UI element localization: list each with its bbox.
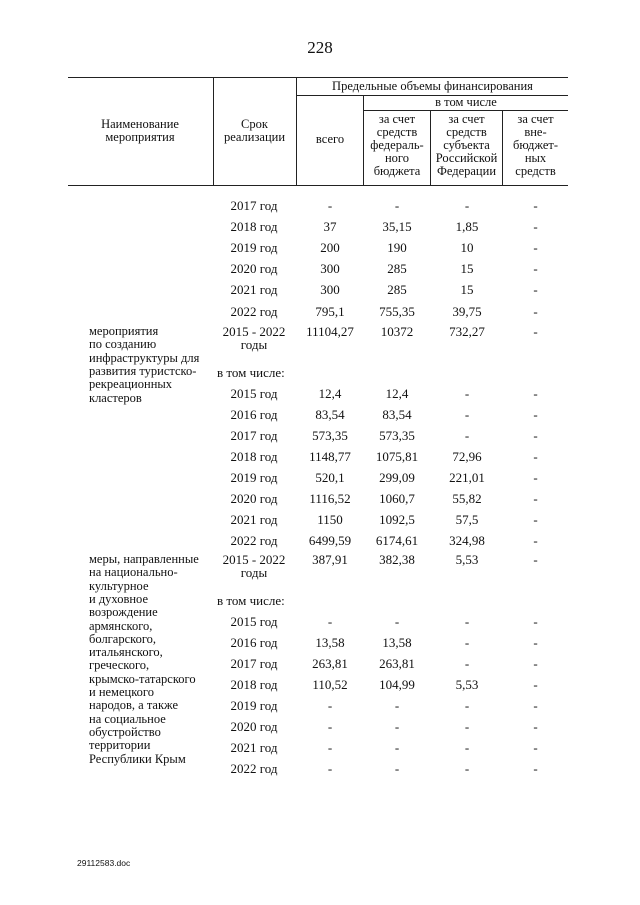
measure-name-line: армянского, [89,618,153,633]
cell-fed: 12,4 [385,386,409,401]
cell-extra: - [533,740,538,755]
cell-total: 83,54 [315,407,345,422]
cell-extra: - [533,761,538,776]
cell-fed: 10372 [380,324,414,339]
cell-year: 2019 год [230,698,278,713]
cell-year: 2015 год [230,386,278,401]
cell-year: 2018 год [230,677,278,692]
cell-year: 2019 год [230,240,278,255]
cell-year: 2020 год [230,491,278,506]
cell-fed: 263,81 [379,656,415,671]
cell-total: 6499,59 [308,533,352,548]
cell-extra: - [533,533,538,548]
footer-filename: 29112583.doc [77,858,131,868]
period-label: годы [240,565,268,580]
cell-subj: - [464,198,470,213]
cell-extra: - [533,219,538,234]
page-number: 228 [307,38,333,57]
cell-extra: - [533,635,538,650]
cell-fed: 1075,81 [375,449,419,464]
cell-fed: 1092,5 [379,512,415,527]
cell-subj: - [464,761,470,776]
cell-extra: - [533,552,538,567]
cell-fed: - [394,614,400,629]
cell-year: 2021 год [230,282,278,297]
cell-fed: 1060,7 [379,491,415,506]
cell-fed: - [394,698,400,713]
measure-name-line: по созданию [89,337,157,352]
cell-extra: - [533,261,538,276]
table-top-rule [68,77,568,78]
cell-total: 520,1 [315,470,345,485]
cell-subj: - [464,386,470,401]
cell-fed: - [394,761,400,776]
cell-total: 1116,52 [309,491,351,506]
measure-name-line: и духовное [89,591,148,606]
measure-name-line: возрождение [89,605,158,620]
measure-name-line: на социальное [89,711,166,726]
cell-subj: - [464,719,470,734]
measure-name-line: территории [89,738,151,753]
cell-subj: - [464,428,470,443]
cell-year: 2020 год [230,261,278,276]
cell-subj: - [464,635,470,650]
header-col-name: Наименование мероприятия [101,117,179,144]
cell-extra: - [533,698,538,713]
measure-name-line: и немецкого [89,685,154,699]
cell-year: 2017 год [230,428,278,443]
measure-name-line: рекреационных [89,377,173,392]
measure-name-line: болгарского, [89,631,157,646]
measure-name-line: кластеров [89,390,142,405]
cell-extra: - [533,512,538,527]
cell-total: 300 [320,261,340,276]
cell-extra: - [533,240,538,255]
cell-year: 2021 год [230,740,278,755]
cell-year: 2016 год [230,635,278,650]
cell-total: 110,52 [312,677,348,692]
header-col-subject: за счет средств субъекта Российской Федерации [435,112,498,178]
cell-year: 2022 год [230,761,278,776]
cell-extra: - [533,491,538,506]
cell-year: 2022 год [230,304,278,319]
measure-name-line: итальянского, [89,645,163,660]
cell-extra: - [533,198,538,213]
cell-total: 795,1 [315,304,345,319]
measure-name-line: греческого, [89,658,150,673]
cell-fed: 573,35 [379,428,415,443]
measure-name-line: Республики Крым [89,751,186,766]
measure-name-line: мероприятия [89,324,159,338]
cell-extra: - [533,324,538,339]
period-label: 2015 - 2022 [222,552,286,567]
header-bottom-rule [68,185,568,186]
incl-rule [363,110,568,111]
measure-name-line: меры, направленные [89,552,199,566]
cell-subj: 39,75 [452,304,482,319]
cell-year: 2021 год [230,512,278,527]
cell-extra: - [533,677,538,692]
cell-year: 2019 год [230,470,278,485]
cell-fed: 13,58 [382,635,412,650]
cell-total: 573,35 [312,428,348,443]
cell-total: - [327,719,333,734]
cell-year: 2017 год [230,656,278,671]
cell-total: - [327,614,333,629]
cell-fed: 104,99 [379,677,415,692]
measure-name-line: крымско-татарского [89,671,196,686]
cell-subj: 55,82 [452,491,482,506]
cell-extra: - [533,407,538,422]
cell-total: 13,58 [315,635,345,650]
measure-name-line: развития туристско- [89,363,197,378]
cell-year: 2015 год [230,614,278,629]
measure-name-line: обустройство [89,724,161,739]
cell-subj: 15 [460,282,474,297]
incl-label: в том числе: [217,365,285,380]
cell-extra: - [533,386,538,401]
period-label: 2015 - 2022 [222,324,286,339]
cell-extra: - [533,304,538,319]
header-col-total: всего [315,132,345,146]
cell-year: 2017 год [230,198,278,213]
cell-total: - [327,698,333,713]
cell-year: 2018 год [230,219,278,234]
cell-extra: - [533,719,538,734]
cell-total: 300 [320,282,340,297]
header-col-extra: за счет вне- бюджет- ных средств [512,112,559,178]
cell-extra: - [533,282,538,297]
cell-subj: - [464,740,470,755]
cell-total: 200 [320,240,340,255]
cell-total: - [327,761,333,776]
cell-year: 2016 год [230,407,278,422]
cell-fed: 299,09 [379,470,415,485]
cell-total: 387,91 [312,552,348,567]
cell-year: 2018 год [230,449,278,464]
cell-subj: 324,98 [449,533,485,548]
cell-fed: 755,35 [379,304,415,319]
cell-fed: 35,15 [382,219,412,234]
cell-total: 37 [323,219,337,234]
header-funding-title: Предельные объемы финансирования [332,79,533,93]
cell-year: 2022 год [230,533,278,548]
cell-extra: - [533,614,538,629]
cell-subj: 10 [460,240,474,255]
measure-name-line: народов, а также [89,698,179,713]
cell-extra: - [533,428,538,443]
cell-subj: 57,5 [455,512,479,527]
cell-total: 263,81 [312,656,348,671]
cell-fed: 285 [387,282,407,297]
incl-label: в том числе: [217,593,285,608]
cell-subj: - [464,614,470,629]
header-divider [296,77,297,185]
cell-subj: 5,53 [455,552,479,567]
cell-subj: 72,96 [452,449,482,464]
cell-year: 2020 год [230,719,278,734]
cell-subj: 221,01 [449,470,485,485]
cell-fed: - [394,740,400,755]
cell-subj: - [464,407,470,422]
measure-name-line: культурное [89,578,149,593]
period-label: годы [240,337,268,352]
cell-subj: - [464,656,470,671]
measure-name-line: инфраструктуры для [89,350,200,365]
cell-fed: 83,54 [382,407,412,422]
cell-subj: - [464,698,470,713]
cell-subj: 5,53 [455,677,479,692]
cell-total: 1148,77 [309,449,351,464]
cell-extra: - [533,656,538,671]
cell-total: - [327,198,333,213]
header-col-federal: за счет средств федераль- ного бюджета [370,112,424,178]
cell-extra: - [533,470,538,485]
cell-fed: 190 [387,240,407,255]
cell-extra: - [533,449,538,464]
cell-total: - [327,740,333,755]
cell-total: 12,4 [318,386,342,401]
cell-fed: 382,38 [379,552,415,567]
cell-fed: - [394,719,400,734]
cell-subj: 732,27 [449,324,485,339]
cell-fed: - [394,198,400,213]
header-incl: в том числе [435,95,497,109]
cell-subj: 15 [460,261,474,276]
cell-total: 1150 [317,512,343,527]
measure-name-line: на национально- [89,565,178,580]
cell-subj: 1,85 [455,219,479,234]
header-col-term: Срок реализации [223,117,286,144]
cell-fed: 285 [387,261,407,276]
cell-total: 11104,27 [306,324,354,339]
cell-fed: 6174,61 [375,533,419,548]
